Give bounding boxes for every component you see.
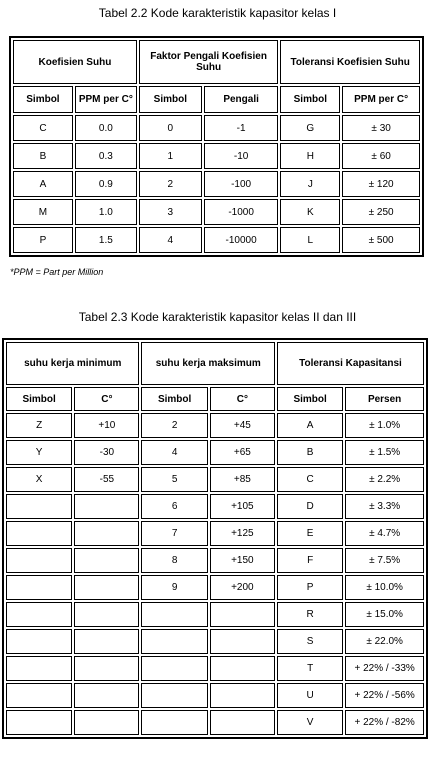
table-cell: B [277, 440, 343, 465]
sub-header-simbol: Simbol [280, 86, 340, 113]
table-cell: + 22% / -56% [345, 683, 424, 708]
table-row [6, 656, 424, 681]
table-group-header-row [13, 40, 420, 84]
table-row [6, 629, 424, 654]
table-cell: V [277, 710, 343, 735]
table-cell [141, 710, 207, 735]
table-cell: H [280, 143, 340, 169]
table-cell: -10000 [204, 227, 279, 253]
table-cell: C [277, 467, 343, 492]
table-cell: ± 500 [342, 227, 420, 253]
table-cell: 3 [139, 199, 202, 225]
table-cell: ± 3.3% [345, 494, 424, 519]
table-cell [6, 521, 72, 546]
table-cell: A [277, 413, 343, 438]
group-header-faktor-pengali: Faktor Pengali Koefisien Suhu [139, 40, 279, 84]
table-cell [6, 629, 72, 654]
table-cell: 2 [139, 171, 202, 197]
sub-header-ppm-per-c: PPM per C° [342, 86, 420, 113]
table-cell: ± 1.0% [345, 413, 424, 438]
table-cell: -1 [204, 115, 279, 141]
table-row [6, 521, 424, 546]
table-cell: +45 [210, 413, 275, 438]
table-cell: 7 [141, 521, 207, 546]
sub-header-simbol: Simbol [277, 387, 343, 411]
table-cell [74, 494, 139, 519]
table-cell: ± 2.2% [345, 467, 424, 492]
table-cell: E [277, 521, 343, 546]
table-cell [74, 575, 139, 600]
table-cell: R [277, 602, 343, 627]
table-cell [6, 710, 72, 735]
table-cell [6, 602, 72, 627]
sub-header-simbol: Simbol [6, 387, 72, 411]
table-cell: U [277, 683, 343, 708]
table-cell: 4 [139, 227, 202, 253]
table-cell: J [280, 171, 340, 197]
table-cell: 1 [139, 143, 202, 169]
table-cell: ± 60 [342, 143, 420, 169]
table-cell: K [280, 199, 340, 225]
table-row [13, 199, 420, 225]
table-cell: Y [6, 440, 72, 465]
table-kelas-1 [9, 36, 424, 257]
sub-header-persen: Persen [345, 387, 424, 411]
group-header-suhu-kerja-maksimum: suhu kerja maksimum [141, 342, 275, 385]
table-cell: P [277, 575, 343, 600]
table-cell: 5 [141, 467, 207, 492]
table-cell: 0.9 [75, 171, 137, 197]
table-cell: T [277, 656, 343, 681]
table1-footnote: *PPM = Part per Million [10, 267, 104, 277]
table-cell: ± 7.5% [345, 548, 424, 573]
table-row [6, 575, 424, 600]
table-cell: X [6, 467, 72, 492]
table-cell [141, 629, 207, 654]
table-cell: S [277, 629, 343, 654]
table-cell: -100 [204, 171, 279, 197]
sub-header-simbol: Simbol [141, 387, 207, 411]
table-cell: ± 22.0% [345, 629, 424, 654]
table-sub-header-row [6, 387, 424, 411]
table-cell: +150 [210, 548, 275, 573]
table-cell: 1.0 [75, 199, 137, 225]
table-cell: 1.5 [75, 227, 137, 253]
table-cell [6, 575, 72, 600]
table-cell [6, 683, 72, 708]
table-row [6, 683, 424, 708]
table-cell: G [280, 115, 340, 141]
table-sub-header-row [13, 86, 420, 113]
table-cell: 8 [141, 548, 207, 573]
table-cell: -1000 [204, 199, 279, 225]
group-header-suhu-kerja-minimum: suhu kerja minimum [6, 342, 139, 385]
table-cell: 9 [141, 575, 207, 600]
sub-header-celsius: C° [74, 387, 139, 411]
table-cell: +200 [210, 575, 275, 600]
table-cell: ± 250 [342, 199, 420, 225]
table-cell: +65 [210, 440, 275, 465]
table-cell [74, 629, 139, 654]
table-cell: ± 1.5% [345, 440, 424, 465]
table-cell [210, 629, 275, 654]
table-cell [74, 683, 139, 708]
table-kelas-2-3 [2, 338, 428, 739]
table-cell: 4 [141, 440, 207, 465]
table-cell: +125 [210, 521, 275, 546]
table-cell: 0.0 [75, 115, 137, 141]
table-row [6, 710, 424, 735]
table-row [6, 440, 424, 465]
sub-header-pengali: Pengali [204, 86, 279, 113]
table-cell [74, 602, 139, 627]
sub-header-celsius: C° [210, 387, 275, 411]
table-cell [210, 602, 275, 627]
table-row [13, 227, 420, 253]
table-cell [74, 656, 139, 681]
table-cell: ± 30 [342, 115, 420, 141]
table-cell [210, 683, 275, 708]
table-cell: ± 10.0% [345, 575, 424, 600]
table-cell: +105 [210, 494, 275, 519]
table-cell: 6 [141, 494, 207, 519]
table-cell [210, 656, 275, 681]
table-cell [141, 602, 207, 627]
table-cell: ± 4.7% [345, 521, 424, 546]
table-cell: + 22% / -33% [345, 656, 424, 681]
table-cell: ± 15.0% [345, 602, 424, 627]
table-cell: Z [6, 413, 72, 438]
table-cell: P [13, 227, 73, 253]
table-cell: +10 [74, 413, 139, 438]
table-cell: -55 [74, 467, 139, 492]
table-cell: C [13, 115, 73, 141]
table-cell: -10 [204, 143, 279, 169]
table-cell: 2 [141, 413, 207, 438]
table-cell [210, 710, 275, 735]
table1-caption: Tabel 2.2 Kode karakteristik kapasitor kelas I [98, 6, 337, 20]
table-cell: M [13, 199, 73, 225]
table-row [13, 143, 420, 169]
table-cell: 0.3 [75, 143, 137, 169]
table-row [6, 467, 424, 492]
table-row [6, 602, 424, 627]
table-cell [6, 494, 72, 519]
table-cell: + 22% / -82% [345, 710, 424, 735]
table-cell: D [277, 494, 343, 519]
table-cell: ± 120 [342, 171, 420, 197]
group-header-toleransi-kapasitansi: Toleransi Kapasitansi [277, 342, 424, 385]
table-row [13, 115, 420, 141]
table-cell: A [13, 171, 73, 197]
table-cell: L [280, 227, 340, 253]
table-row [6, 413, 424, 438]
table-cell [6, 656, 72, 681]
table-cell: F [277, 548, 343, 573]
table-cell [74, 710, 139, 735]
table-row [6, 548, 424, 573]
sub-header-simbol: Simbol [139, 86, 202, 113]
table-row [13, 171, 420, 197]
table-cell [141, 656, 207, 681]
table-cell: -30 [74, 440, 139, 465]
table2-caption: Tabel 2.3 Kode karakteristik kapasitor kelas II dan III [78, 310, 357, 324]
table-cell [74, 548, 139, 573]
table-cell: +85 [210, 467, 275, 492]
table-cell: 0 [139, 115, 202, 141]
table-row [6, 494, 424, 519]
table-cell: B [13, 143, 73, 169]
table-cell [141, 683, 207, 708]
table-cell [74, 521, 139, 546]
sub-header-ppm-per-c: PPM per C° [75, 86, 137, 113]
sub-header-simbol: Simbol [13, 86, 73, 113]
group-header-toleransi-koefisien: Toleransi Koefisien Suhu [280, 40, 420, 84]
table-cell [6, 548, 72, 573]
table-group-header-row [6, 342, 424, 385]
group-header-koefisien-suhu: Koefisien Suhu [13, 40, 137, 84]
